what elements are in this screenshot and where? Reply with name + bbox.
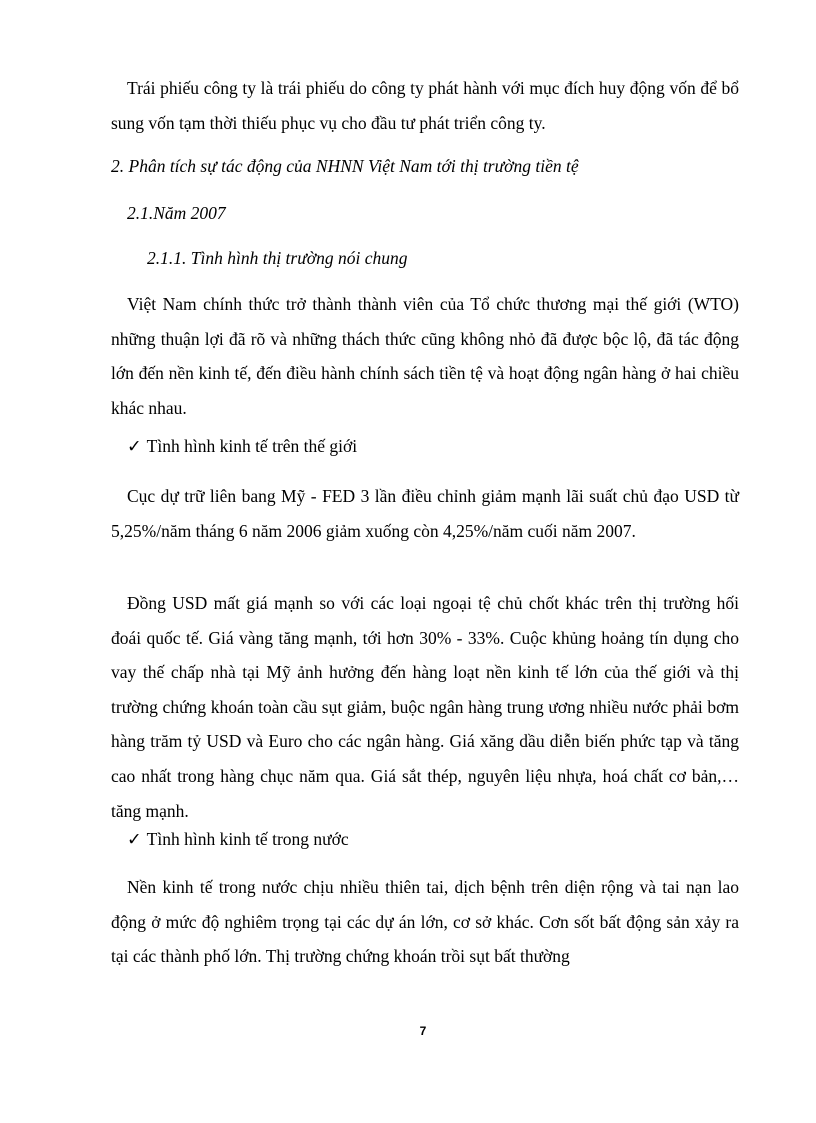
heading-section-2-1-1: 2.1.1. Tình hình thị trường nói chung: [147, 248, 408, 268]
bullet-domestic-economy-label: Tình hình kinh tế trong nước: [146, 829, 349, 849]
paragraph-usd: Đồng USD mất giá mạnh so với các loại ngoại tệ chủ chốt khác trên thị trường hối đoái quốc tế. Giá vàng tăng mạnh, tới hơn 30% - 33%. Cuộc khủng hoảng tín dụng cho vay thế chấp nhà tại Mỹ ảnh hưởng đến hàng loạt nền kinh tế lớn của thế giới và thị trường chứng khoán toàn cầu sụt giảm, buộc ngân hàng trung ương nhiều nước phải bơm hàng trăm tỷ USD và Euro cho các ngân hàng. Giá xăng dầu diễn biến phức tạp và tăng cao nhất trong hàng chục năm qua. Giá sắt thép, nguyên liệu nhựa, hoá chất cơ bản,… tăng mạnh.: [111, 593, 739, 821]
page-number: 7: [419, 1024, 427, 1038]
checkmark-icon: ✓: [127, 436, 142, 456]
paragraph-domestic: Nền kinh tế trong nước chịu nhiều thiên tai, dịch bệnh trên diện rộng và tai nạn lao động ở mức độ nghiêm trọng tại các dự án lớn, cơ sở khác. Cơn sốt bất động sản xảy ra tại các thành phố lớn. Thị trường chứng khoán trồi sụt bất thường: [111, 877, 739, 967]
paragraph-fed: Cục dự trữ liên bang Mỹ - FED 3 lần điều chỉnh giảm mạnh lãi suất chủ đạo USD từ 5,25%/năm tháng 6 năm 2006 giảm xuống còn 4,25%/năm cuối năm 2007.: [111, 486, 739, 541]
bullet-world-economy-label: Tình hình kinh tế trên thế giới: [146, 436, 358, 456]
paragraph-corporate-bonds: Trái phiếu công ty là trái phiếu do công ty phát hành với mục đích huy động vốn để bổ sung vốn tạm thời thiếu phục vụ cho đầu tư phát triển công ty.: [111, 78, 739, 133]
paragraph-wto: Việt Nam chính thức trở thành thành viên của Tổ chức thương mại thế giới (WTO) những thuận lợi đã rõ và những thách thức cũng không nhỏ đã được bộc lộ, đã tác động lớn đến nền kinh tế, đến điều hành chính sách tiền tệ và hoạt động ngân hàng ở hai chiều khác nhau.: [111, 294, 739, 418]
bullet-world-economy: [127, 434, 357, 458]
heading-section-2-1: 2.1.Năm 2007: [127, 203, 226, 223]
heading-section-2: 2. Phân tích sự tác động của NHNN Việt Nam tới thị trường tiền tệ: [111, 156, 579, 176]
bullet-domestic-economy: [127, 827, 349, 851]
checkmark-icon: ✓: [127, 829, 142, 849]
